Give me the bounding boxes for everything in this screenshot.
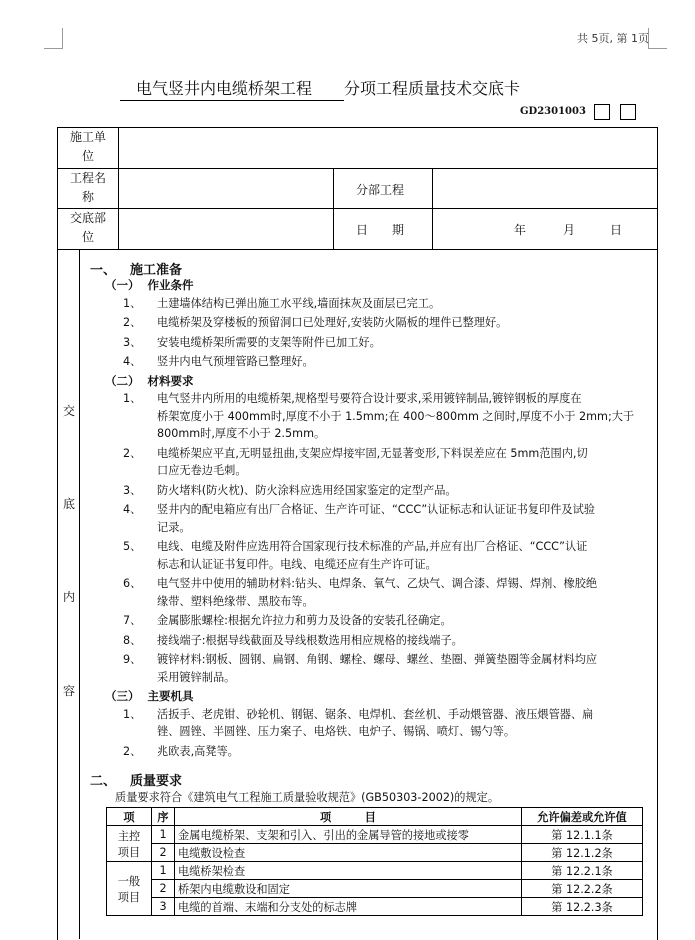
list-item-text: 竖井内电气预埋管路已整理好。 xyxy=(157,355,314,368)
table-header-cell: 允许偏差或允许值 xyxy=(522,808,643,826)
divider xyxy=(432,168,433,249)
list-item-number: 4、 xyxy=(123,355,142,368)
list-item-number: 2、 xyxy=(123,744,142,758)
table-row xyxy=(107,898,643,916)
list-item-text: 锉、圆锉、半圆锉、压力案子、电烙铁、电炉子、锡锅、喷灯、锡勺等。 xyxy=(157,725,516,738)
list-item-number: 2、 xyxy=(123,316,142,329)
list-item-number: 3、 xyxy=(123,483,142,497)
divider xyxy=(79,249,80,939)
item-cell: 电缆敷设检查 xyxy=(175,844,522,862)
item-cell: 电缆桥架检查 xyxy=(175,862,522,880)
table-header-cell: 项 目 xyxy=(175,808,522,826)
construction-unit-label: 施工单位 xyxy=(70,130,107,163)
checkbox-1[interactable] xyxy=(594,104,610,120)
page-number: 共 5页, 第 1页 xyxy=(577,32,649,45)
group-name-cell xyxy=(107,826,152,862)
list-item-text: 电线、电缆及附件应选用符合国家现行技术标准的产品,并应有出厂合格证、“CCC”认证 xyxy=(157,540,588,553)
divider xyxy=(333,168,334,249)
list-item-number: 9、 xyxy=(123,653,142,666)
divider xyxy=(57,208,657,209)
table-header-cell: 项 xyxy=(107,808,152,826)
list-item-text: 金属膨胀螺栓:根据允许拉力和剪力及设备的安装孔径确定。 xyxy=(157,614,452,627)
list-item-number: 3、 xyxy=(123,335,142,349)
quality-intro: 质量要求符合《建筑电气工程施工质量验收规范》(GB50303-2002)的规定。 xyxy=(115,791,500,804)
group-name-line: 主控 xyxy=(117,829,141,843)
table-header-cell: 序 xyxy=(152,808,175,826)
list-item-number: 1、 xyxy=(123,707,142,721)
table-row xyxy=(107,880,643,898)
seq-cell: 1 xyxy=(152,826,175,844)
item-cell: 金属电缆桥架、支架和引入、引出的金属导管的接地或接零 xyxy=(175,826,522,844)
day-label: 日 xyxy=(610,223,623,237)
document-code: GD2301003 xyxy=(520,106,586,117)
table-row xyxy=(107,862,643,880)
list-item-text: 防火堵料(防火枕)、防火涂料应选用经国家鉴定的定型产品。 xyxy=(157,483,457,497)
subsection-heading xyxy=(105,277,194,293)
subsection-heading xyxy=(105,688,194,704)
document-title xyxy=(120,76,520,101)
list-item-text: 电气竖井中使用的辅助材料:钻头、电焊条、氧气、乙炔气、调合漆、焊锡、焊剂、橡胶绝 xyxy=(157,577,598,590)
table-row xyxy=(107,826,643,844)
subsection-heading xyxy=(105,373,194,389)
divider xyxy=(57,168,657,169)
list-item-number: 1、 xyxy=(123,296,142,310)
page-corner-mark-left xyxy=(44,28,63,49)
ref-cell: 第 12.1.2条 xyxy=(522,844,643,862)
list-item-text: 电缆桥架应平直,无明显扭曲,支架应焊接牢固,无显著变形,下料误差应在 5mm范围内,切 xyxy=(157,446,588,460)
list-item-text: 土建墙体结构已弹出施工水平线,墙面抹灰及面层已完工。 xyxy=(157,296,441,310)
subproject-label: 分部工程 xyxy=(356,183,405,197)
list-item-text: 电缆桥架及穿楼板的预留洞口已处理好,安装防火隔板的埋件已整理好。 xyxy=(157,316,508,329)
section2-heading: 二、 质量要求 xyxy=(90,774,183,789)
subsection-title: 材料要求 xyxy=(147,373,194,388)
handover-part-label: 交底部位 xyxy=(70,211,107,244)
subsection-title: 作业条件 xyxy=(147,278,194,292)
item-cell: 桥架内电缆敷设和固定 xyxy=(175,880,522,898)
list-item-text: 镀锌材料:钢板、圆钢、扁钢、角钢、螺栓、螺母、螺丝、垫圈、弹簧垫圈等金属材料均应 xyxy=(157,653,598,666)
list-item-text: 兆欧表,高凳等。 xyxy=(157,744,239,758)
ref-cell: 第 12.2.2条 xyxy=(522,880,643,898)
divider xyxy=(118,127,119,249)
list-item-text: 接线端子:根据导线截面及导线根数选用相应规格的接线端子。 xyxy=(157,633,463,647)
list-item-number: 5、 xyxy=(123,540,142,553)
seq-cell: 2 xyxy=(152,880,175,898)
side-label-char: 内 xyxy=(63,590,76,604)
table-row xyxy=(107,844,643,862)
seq-cell: 3 xyxy=(152,898,175,916)
list-item-text: 800mm时,厚度不小于 2.5mm。 xyxy=(157,427,326,440)
title-suffix: 分项工程质量技术交底卡 xyxy=(344,79,521,98)
list-item-number: 1、 xyxy=(123,392,142,405)
list-item-number: 7、 xyxy=(123,614,142,627)
table-header-row xyxy=(107,808,643,826)
ref-cell: 第 12.2.1条 xyxy=(522,862,643,880)
month-label: 月 xyxy=(563,223,576,237)
list-item-text: 标志和认证证书复印件。电线、电缆还应有生产许可证。 xyxy=(157,557,437,571)
group-name-cell xyxy=(107,862,152,916)
checkbox-2[interactable] xyxy=(620,104,636,120)
list-item-text: 记录。 xyxy=(157,520,191,534)
project-name-label: 工程名称 xyxy=(70,171,107,204)
project-name-title: 电气竖井内电缆桥架工程 xyxy=(120,76,344,101)
item-cell: 电缆的首端、末端和分支处的标志牌 xyxy=(175,898,522,916)
side-label-char: 交 xyxy=(63,404,76,418)
list-item-number: 4、 xyxy=(123,503,142,516)
list-item-text: 桥架宽度小于 400mm时,厚度不小于 1.5mm;在 400～800mm 之间时,厚度不小于 2mm;大于 xyxy=(157,409,635,423)
subsection-number: （一） xyxy=(105,278,140,292)
side-label-char: 底 xyxy=(63,497,76,511)
section1-heading: 一、 施工准备 xyxy=(90,263,183,278)
list-item-text: 安装电缆桥架所需要的支架等附件已加工好。 xyxy=(157,335,381,349)
subsection-title: 主要机具 xyxy=(147,689,194,703)
side-label-char: 容 xyxy=(63,684,76,698)
ref-cell: 第 12.2.3条 xyxy=(522,898,643,916)
list-item-text: 电气竖井内所用的电缆桥架,规格型号要符合设计要求,采用镀锌制品,镀锌钢板的厚度在 xyxy=(157,392,582,405)
list-item-number: 8、 xyxy=(123,633,142,647)
group-name-line: 项目 xyxy=(117,845,141,859)
group-name-line: 项目 xyxy=(117,890,141,904)
subsection-number: （二） xyxy=(105,373,140,388)
quality-table xyxy=(106,807,643,916)
page-corner-mark-right xyxy=(648,28,667,49)
quality-table-wrap xyxy=(106,807,643,916)
seq-cell: 1 xyxy=(152,862,175,880)
list-item-text: 采用镀锌制品。 xyxy=(157,670,236,684)
ref-cell: 第 12.1.1条 xyxy=(522,826,643,844)
group-name-line: 一般 xyxy=(117,874,141,888)
divider xyxy=(57,249,657,250)
subsection-number: （三） xyxy=(105,689,140,703)
list-item-text: 口应无卷边毛刺。 xyxy=(157,464,247,477)
date-label: 日 期 xyxy=(356,223,405,237)
list-item-number: 2、 xyxy=(123,446,142,460)
list-item-text: 缘带、塑料绝缘带、黑胶布等。 xyxy=(157,594,314,608)
seq-cell: 2 xyxy=(152,844,175,862)
list-item-number: 6、 xyxy=(123,577,142,590)
year-label: 年 xyxy=(514,223,527,237)
list-item-text: 竖井内的配电箱应有出厂合格证、生产许可证、“CCC”认证标志和认证证书复印件及试验 xyxy=(157,503,595,516)
list-item-text: 活扳手、老虎钳、砂轮机、钢锯、锯条、电焊机、套丝机、手动煨管器、液压煨管器、扁 xyxy=(157,707,594,721)
